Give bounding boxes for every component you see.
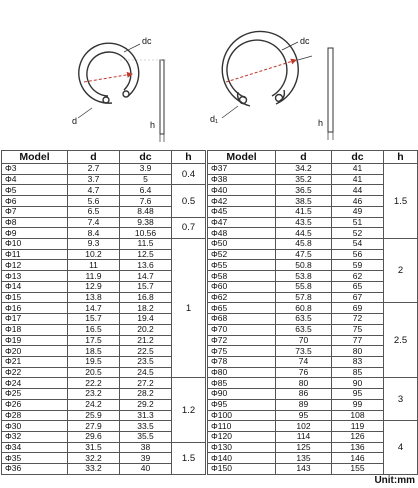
d-cell: 31.5 [68,442,120,453]
d-cell: 102 [276,421,332,432]
model-cell: Φ38 [208,174,276,185]
small-ring-profile [160,60,164,134]
d-cell: 32.2 [68,453,120,464]
dc-cell: 136 [332,442,384,453]
d-cell: 143 [276,464,332,475]
dc-cell: 31.3 [120,410,172,421]
dc-cell: 80 [332,346,384,357]
dc-cell: 23.5 [120,356,172,367]
retaining-ring-diagrams [0,0,418,150]
model-cell: Φ16 [2,303,68,314]
h-cell: 0.7 [172,217,206,238]
h-header: h [384,151,418,164]
d-cell: 9.3 [68,239,120,250]
dc-cell: 155 [332,464,384,475]
dc-cell: 12.5 [120,249,172,260]
dc-cell: 99 [332,399,384,410]
d-cell: 35.2 [276,174,332,185]
d-cell: 95 [276,410,332,421]
d-cell: 17.5 [68,335,120,346]
d-cell: 63.5 [276,324,332,335]
d-cell: 53.8 [276,271,332,282]
dc-cell: 28.2 [120,389,172,400]
model-cell: Φ24 [2,378,68,389]
h-cell: 2.5 [384,303,418,378]
d-cell: 15.7 [68,314,120,325]
d-cell: 34.2 [276,164,332,175]
model-cell: Φ60 [208,281,276,292]
model-cell: Φ4 [2,174,68,185]
d-cell: 22.2 [68,378,120,389]
d-cell: 47.5 [276,249,332,260]
model-cell: Φ5 [2,185,68,196]
table-row [208,378,418,389]
d-cell: 60.8 [276,303,332,314]
d-cell: 11 [68,260,120,271]
d-cell: 8.4 [68,228,120,239]
dc-cell: 19.4 [120,314,172,325]
d-cell: 33.2 [68,464,120,475]
h-cell: 0.4 [172,164,206,185]
dc-cell: 14.7 [120,271,172,282]
dc-cell: 119 [332,421,384,432]
d-cell: 29.6 [68,431,120,442]
h-cell: 1 [172,239,206,378]
d-cell: 3.7 [68,174,120,185]
table-row [2,239,206,250]
d-cell: 25.9 [68,410,120,421]
d-cell: 125 [276,442,332,453]
model-cell: Φ70 [208,324,276,335]
left-h-label: h [150,120,156,130]
model-cell: Φ50 [208,239,276,250]
model-header: Model [208,151,276,164]
model-cell: Φ68 [208,314,276,325]
left-dc-label: dc [142,36,152,46]
model-cell: Φ110 [208,421,276,432]
d-cell: 57.8 [276,292,332,303]
dc-cell: 6.4 [120,185,172,196]
table-row [2,217,206,228]
d-cell: 13.8 [68,292,120,303]
h-cell: 1.5 [384,164,418,239]
dc-cell: 24.5 [120,367,172,378]
dc-cell: 5 [120,174,172,185]
d-cell: 86 [276,389,332,400]
dc-cell: 85 [332,367,384,378]
d-cell: 11.9 [68,271,120,282]
dc-cell: 7.6 [120,196,172,207]
dc-cell: 33.5 [120,421,172,432]
dc-cell: 90 [332,378,384,389]
d-cell: 89 [276,399,332,410]
dc-cell: 27.2 [120,378,172,389]
model-cell: Φ26 [2,399,68,410]
model-cell: Φ25 [2,389,68,400]
d-cell: 20.5 [68,367,120,378]
model-cell: Φ3 [2,164,68,175]
dc-cell: 67 [332,292,384,303]
table-row [2,185,206,196]
h-cell: 0.5 [172,185,206,217]
dc-cell: 59 [332,260,384,271]
dc-cell: 39 [120,453,172,464]
d-header: d [276,151,332,164]
model-cell: Φ6 [2,196,68,207]
dc-cell: 16.8 [120,292,172,303]
model-cell: Φ30 [2,421,68,432]
model-cell: Φ85 [208,378,276,389]
model-cell: Φ90 [208,389,276,400]
dc-cell: 20.2 [120,324,172,335]
model-cell: Φ72 [208,335,276,346]
dc-cell: 15.7 [120,281,172,292]
d-cell: 44.5 [276,228,332,239]
model-cell: Φ20 [2,346,68,357]
dc-cell: 38 [120,442,172,453]
model-cell: Φ140 [208,453,276,464]
dc-cell: 77 [332,335,384,346]
table-row [2,378,206,389]
d-cell: 36.5 [276,185,332,196]
dc-cell: 95 [332,389,384,400]
d-cell: 55.8 [276,281,332,292]
d-cell: 76 [276,367,332,378]
dc-cell: 69 [332,303,384,314]
model-cell: Φ28 [2,410,68,421]
table-row [208,421,418,432]
right-d-label: d₁ [210,114,219,124]
model-cell: Φ10 [2,239,68,250]
dc-cell: 54 [332,239,384,250]
model-cell: Φ17 [2,314,68,325]
small-ring-drawing [79,43,139,103]
model-cell: Φ18 [2,324,68,335]
dc-cell: 41 [332,164,384,175]
dc-cell: 49 [332,206,384,217]
d-cell: 16.5 [68,324,120,335]
d-cell: 74 [276,356,332,367]
model-cell: Φ58 [208,271,276,282]
d-cell: 27.9 [68,421,120,432]
d-cell: 14.7 [68,303,120,314]
dc-cell: 108 [332,410,384,421]
model-cell: Φ35 [2,453,68,464]
dc-cell: 29.2 [120,399,172,410]
d-cell: 43.5 [276,217,332,228]
d-cell: 7.4 [68,217,120,228]
dc-cell: 3.9 [120,164,172,175]
d-cell: 41.5 [276,206,332,217]
dc-cell: 56 [332,249,384,260]
model-cell: Φ7 [2,206,68,217]
large-ring-drawing [222,31,298,106]
d-cell: 80 [276,378,332,389]
d-header: d [68,151,120,164]
left-header-row [2,151,206,164]
d-cell: 70 [276,335,332,346]
right-h-label: h [318,118,324,128]
dc-cell: 11.5 [120,239,172,250]
model-cell: Φ78 [208,356,276,367]
d-cell: 73.5 [276,346,332,357]
d-cell: 2.7 [68,164,120,175]
d-cell: 12.9 [68,281,120,292]
d-cell: 24.2 [68,399,120,410]
dc-cell: 44 [332,185,384,196]
dc-cell: 18.2 [120,303,172,314]
dc-cell: 72 [332,314,384,325]
dc-cell: 46 [332,196,384,207]
h-cell: 2 [384,239,418,303]
model-cell: Φ100 [208,410,276,421]
right-header-row [208,151,418,164]
h-cell: 1.2 [172,378,206,442]
dc-cell: 146 [332,453,384,464]
model-cell: Φ48 [208,228,276,239]
dc-cell: 10.56 [120,228,172,239]
d-cell: 114 [276,431,332,442]
unit-note: Unit:mm [374,475,415,486]
dc-header: dc [120,151,172,164]
left-spec-table [1,150,206,475]
table-row [208,164,418,175]
model-cell: Φ12 [2,260,68,271]
model-cell: Φ47 [208,217,276,228]
table-row [208,239,418,250]
model-cell: Φ14 [2,281,68,292]
model-cell: Φ40 [208,185,276,196]
right-spec-table [207,150,418,475]
table-row [2,164,206,175]
dc-cell: 126 [332,431,384,442]
d-cell: 135 [276,453,332,464]
model-cell: Φ15 [2,292,68,303]
model-cell: Φ32 [2,431,68,442]
model-cell: Φ130 [208,442,276,453]
d-cell: 63.5 [276,314,332,325]
dc-cell: 51 [332,217,384,228]
model-cell: Φ34 [2,442,68,453]
dc-cell: 65 [332,281,384,292]
left-d-label: d [72,116,78,126]
model-cell: Φ36 [2,464,68,475]
d-cell: 45.8 [276,239,332,250]
h-cell: 3 [384,378,418,421]
model-cell: Φ42 [208,196,276,207]
d-cell: 10.2 [68,249,120,260]
model-cell: Φ11 [2,249,68,260]
dc-cell: 62 [332,271,384,282]
h-cell: 1.5 [172,442,206,474]
model-cell: Φ150 [208,464,276,475]
dc-cell: 52 [332,228,384,239]
table-row [2,442,206,453]
d-cell: 23.2 [68,389,120,400]
model-cell: Φ22 [2,367,68,378]
model-cell: Φ9 [2,228,68,239]
model-cell: Φ65 [208,303,276,314]
model-cell: Φ8 [2,217,68,228]
dc-cell: 75 [332,324,384,335]
model-cell: Φ13 [2,271,68,282]
dc-cell: 41 [332,174,384,185]
dc-cell: 83 [332,356,384,367]
model-cell: Φ52 [208,249,276,260]
d-cell: 50.8 [276,260,332,271]
dc-cell: 22.5 [120,346,172,357]
model-cell: Φ45 [208,206,276,217]
h-header: h [172,151,206,164]
model-cell: Φ95 [208,399,276,410]
model-cell: Φ37 [208,164,276,175]
model-cell: Φ21 [2,356,68,367]
table-row [208,303,418,314]
dc-header: dc [332,151,384,164]
large-ring-profile [328,48,333,132]
dc-cell: 13.6 [120,260,172,271]
right-dc-label: dc [300,36,310,46]
d-cell: 6.5 [68,206,120,217]
dc-cell: 35.5 [120,431,172,442]
model-cell: Φ120 [208,431,276,442]
dc-cell: 21.2 [120,335,172,346]
model-header: Model [2,151,68,164]
dc-cell: 40 [120,464,172,475]
d-cell: 4.7 [68,185,120,196]
model-cell: Φ19 [2,335,68,346]
d-cell: 18.5 [68,346,120,357]
model-cell: Φ80 [208,367,276,378]
model-cell: Φ55 [208,260,276,271]
d-cell: 19.5 [68,356,120,367]
model-cell: Φ62 [208,292,276,303]
d-cell: 5.6 [68,196,120,207]
dc-cell: 9.38 [120,217,172,228]
model-cell: Φ75 [208,346,276,357]
h-cell: 4 [384,421,418,475]
d-cell: 38.5 [276,196,332,207]
dc-cell: 8.48 [120,206,172,217]
